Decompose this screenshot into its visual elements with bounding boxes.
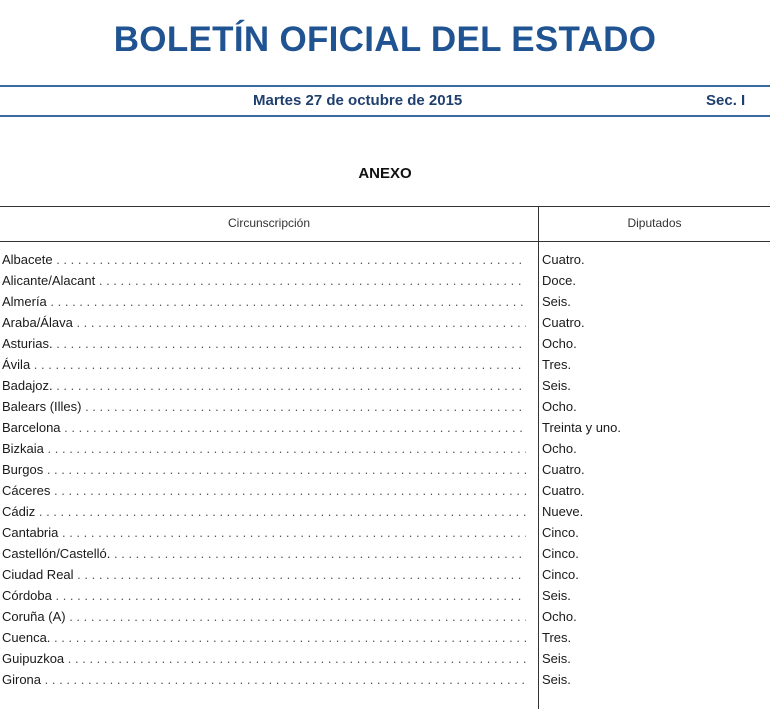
table-row	[0, 649, 770, 670]
column-header-constituency: Circunscripción	[227, 216, 311, 230]
constituency-name: Córdoba . . .	[2, 588, 526, 603]
deputies-count: Seis.	[542, 294, 571, 309]
deputies-count: Doce.	[542, 273, 576, 288]
table-row	[0, 502, 770, 523]
table-row	[0, 544, 770, 565]
table-body	[0, 250, 770, 691]
deputies-count: Tres.	[542, 630, 572, 645]
deputies-count: Ocho.	[542, 609, 577, 624]
table-row	[0, 439, 770, 460]
table-row	[0, 670, 770, 691]
constituency-name: Almería . . .	[2, 294, 526, 309]
deputies-count: Seis.	[542, 672, 571, 687]
table-row	[0, 586, 770, 607]
deputies-count: Cuatro.	[542, 315, 585, 330]
deputies-count: Treinta y uno.	[542, 420, 622, 435]
constituency-name: Cádiz . . .	[2, 504, 526, 519]
constituency-name: Barcelona . . .	[2, 420, 526, 435]
table-row	[0, 418, 770, 439]
constituency-name: Burgos . . .	[2, 462, 526, 477]
table-row	[0, 271, 770, 292]
constituency-name: Alicante/Alacant . . .	[2, 273, 526, 288]
deputies-count: Tres.	[542, 357, 572, 372]
deputies-count: Cuatro.	[542, 252, 585, 267]
constituency-name: Castellón/Castelló. . . .	[2, 546, 526, 561]
table-row	[0, 292, 770, 313]
annex-heading: ANEXO	[358, 165, 412, 182]
table-row	[0, 628, 770, 649]
deputies-count: Cinco.	[542, 567, 579, 582]
publication-date: Martes 27 de octubre de 2015	[253, 92, 463, 109]
constituency-name: Cáceres . . .	[2, 483, 526, 498]
table-row	[0, 334, 770, 355]
constituency-name: Ávila . . .	[2, 357, 526, 372]
constituency-name: Balears (Illes) . . .	[2, 399, 526, 414]
table-row	[0, 313, 770, 334]
constituency-table	[0, 206, 770, 691]
deputies-count: Cinco.	[542, 525, 579, 540]
constituency-name: Guipuzkoa . . .	[2, 651, 526, 666]
deputies-count: Seis.	[542, 378, 571, 393]
column-header-deputies: Diputados	[627, 216, 682, 230]
deputies-count: Nueve.	[542, 504, 584, 519]
constituency-name: Asturias. . . .	[2, 336, 526, 351]
page-title: BOLETÍN OFICIAL DEL ESTADO	[113, 20, 657, 59]
deputies-count: Ocho.	[542, 399, 577, 414]
deputies-count: Cuatro.	[542, 483, 585, 498]
deputies-count: Seis.	[542, 651, 571, 666]
constituency-name: Ciudad Real . . .	[2, 567, 526, 582]
table-row	[0, 250, 770, 271]
constituency-name: Cantabria . . .	[2, 525, 526, 540]
table-row	[0, 565, 770, 586]
header-band	[0, 85, 770, 117]
deputies-count: Seis.	[542, 588, 571, 603]
table-row	[0, 397, 770, 418]
constituency-name: Araba/Álava . . .	[2, 315, 526, 330]
deputies-count: Ocho.	[542, 441, 577, 456]
constituency-name: Girona . . .	[2, 672, 526, 687]
table-row	[0, 460, 770, 481]
table-row	[0, 355, 770, 376]
constituency-name: Badajoz. . . .	[2, 378, 526, 393]
table-row	[0, 607, 770, 628]
deputies-count: Cinco.	[542, 546, 579, 561]
deputies-count: Ocho.	[542, 336, 577, 351]
table-row	[0, 523, 770, 544]
table-row	[0, 481, 770, 502]
deputies-count: Cuatro.	[542, 462, 585, 477]
table-row	[0, 376, 770, 397]
constituency-name: Bizkaia . . .	[2, 441, 526, 456]
constituency-name: Cuenca. . . .	[2, 630, 526, 645]
constituency-name: Coruña (A) . . .	[2, 609, 526, 624]
table-header	[0, 206, 770, 242]
constituency-name: Albacete . . .	[2, 252, 526, 267]
section-label: Sec. I	[706, 92, 746, 109]
